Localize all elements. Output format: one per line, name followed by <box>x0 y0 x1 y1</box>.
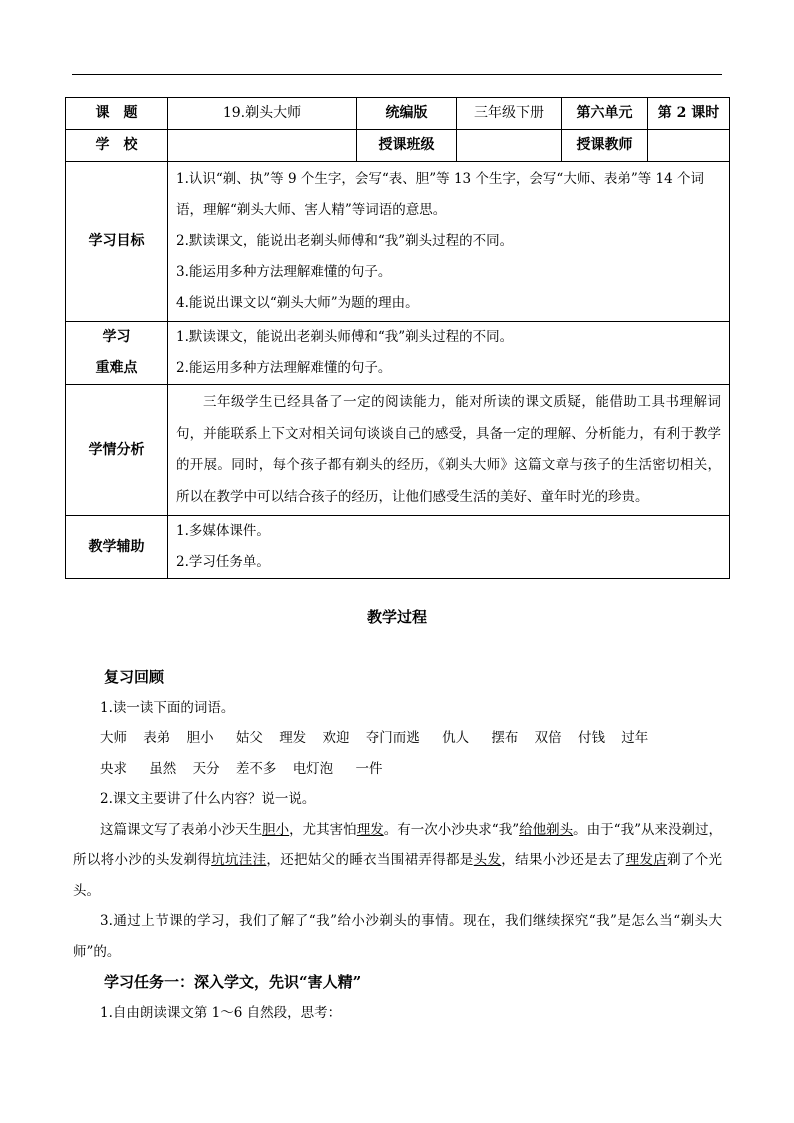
process-content <box>73 662 723 1028</box>
school-label: 学 校 <box>66 130 168 162</box>
teacher-value <box>648 130 730 162</box>
table-row <box>66 130 730 162</box>
word: 天分 <box>192 760 220 777</box>
summary-text: ，尤其害怕 <box>289 821 357 838</box>
word-list-line-1 <box>100 723 722 754</box>
word: 胆小 <box>186 730 214 746</box>
word: 大师 <box>100 730 127 746</box>
summary-text: ，还把姑父的睡衣当围裙弄得都是 <box>266 852 474 868</box>
class-value <box>457 130 562 162</box>
topic-label: 课 题 <box>66 98 168 130</box>
summary-blank: 头发 <box>473 852 502 868</box>
summary-blank: 理发店 <box>625 852 668 868</box>
aid-item: 1.多媒体课件。 <box>176 523 270 539</box>
analysis-text: 三年级学生已经具备了一定的阅读能力，能对所读的课文质疑，能借助工具书理解词句，并能联系上下文对相关词句谈谈自己的感受，具备一定的理解、分析能力，有利于教学的开展。同时，每个孩子都有剃头的经历，《剃头大师》这篇文章与孩子的生活密切相关，所以在教学中可以结合孩子的经历，让他们感受生活的美好、童年时光的珍贵。 <box>176 394 721 505</box>
summary-text: 。由于“我”从来没剃过，所以将小沙的头发剃得 <box>73 821 723 868</box>
analysis-cell <box>168 385 730 516</box>
process-title: 教学过程 <box>366 608 427 626</box>
summary-blank: 理发 <box>356 821 384 838</box>
key-points-label-line2: 重难点 <box>95 360 138 376</box>
table-row <box>66 385 730 516</box>
class-label: 授课班级 <box>357 130 457 162</box>
aids-label: 教学辅助 <box>66 516 168 579</box>
objective-item: 4.能说出课文以“剃头大师”为题的理由。 <box>176 295 419 311</box>
objectives-label: 学习目标 <box>66 162 168 322</box>
objective-item: 2.默读课文，能说出老剃头师傅和“我”剃头过程的不同。 <box>176 233 514 249</box>
key-points-cell <box>168 322 730 385</box>
summary-text: 。有一次小沙央求“我” <box>383 821 520 838</box>
lesson-info-table <box>65 97 730 579</box>
aid-item: 2.学习任务单。 <box>176 554 270 570</box>
review-heading: 复习回顾 <box>104 668 165 686</box>
objectives-cell <box>168 162 730 322</box>
word: 虽然 <box>149 760 177 777</box>
unit: 第六单元 <box>562 98 648 130</box>
summary-blank: 胆小 <box>262 821 290 838</box>
word: 夺门而逃 <box>365 730 420 746</box>
word: 姑父 <box>235 730 263 746</box>
key-point-item: 1.默读课文，能说出老剃头师傅和“我”剃头过程的不同。 <box>176 329 514 345</box>
objective-item: 1.认识“剃、执”等 9 个生字，会写“表、胆”等 13 个生字，会写“大师、表弟”等 14 个词语，理解“剃头大师、害人精”等词语的意思。 <box>176 171 704 218</box>
table-row <box>66 162 730 322</box>
analysis-label: 学情分析 <box>66 385 168 516</box>
word: 一件 <box>355 760 383 777</box>
word: 双倍 <box>534 730 562 746</box>
summary-text: 这篇课文写了表弟小沙天生 <box>100 821 263 838</box>
summary-text: ，结果小沙还是去了 <box>501 852 626 868</box>
grade: 三年级下册 <box>457 98 562 130</box>
edition: 统编版 <box>357 98 457 130</box>
lesson-title: 19.剃头大师 <box>168 98 357 130</box>
key-point-item: 2.能运用多种方法理解难懂的句子。 <box>176 360 392 376</box>
word: 仇人 <box>442 730 470 746</box>
word: 差不多 <box>235 760 277 777</box>
word: 理发 <box>279 730 307 746</box>
word: 表弟 <box>143 730 171 746</box>
table-row <box>66 322 730 385</box>
key-points-label <box>66 322 168 385</box>
review-question-1: 1.读一读下面的词语。 <box>100 699 235 716</box>
review-question-3: 3.通过上节课的学习，我们了解了“我”给小沙剃头的事情。现在，我们继续探究“我”是怎么当“剃头大师”的。 <box>73 913 722 960</box>
objective-item: 3.能运用多种方法理解难懂的句子。 <box>176 264 392 280</box>
summary-blank: 坑坑洼洼 <box>211 852 267 868</box>
review-question-2: 2.课文主要讲了什么内容？说一说。 <box>100 791 316 807</box>
word-list-line-2 <box>100 754 722 785</box>
task1-heading: 学习任务一：深入学文，先识“害人精” <box>104 973 362 991</box>
header-rule <box>72 74 722 75</box>
task1-question-1: 1.自由朗读课文第 1～6 自然段，思考： <box>100 1004 342 1021</box>
word: 电灯泡 <box>292 760 334 777</box>
teacher-label: 授课教师 <box>562 130 648 162</box>
word: 摆布 <box>491 730 519 746</box>
word: 欢迎 <box>322 730 350 746</box>
aids-cell <box>168 516 730 579</box>
period: 第 2 课时 <box>648 98 730 130</box>
summary-text: 剃了个光头。 <box>73 852 723 899</box>
key-points-label-line1: 学习 <box>102 329 131 345</box>
word: 过年 <box>621 730 649 746</box>
word: 央求 <box>100 760 127 777</box>
summary-paragraph <box>73 815 722 907</box>
table-row <box>66 98 730 130</box>
table-row <box>66 516 730 579</box>
summary-blank: 给他剃头 <box>519 821 574 838</box>
word: 付钱 <box>577 730 605 746</box>
school-value <box>168 130 357 162</box>
